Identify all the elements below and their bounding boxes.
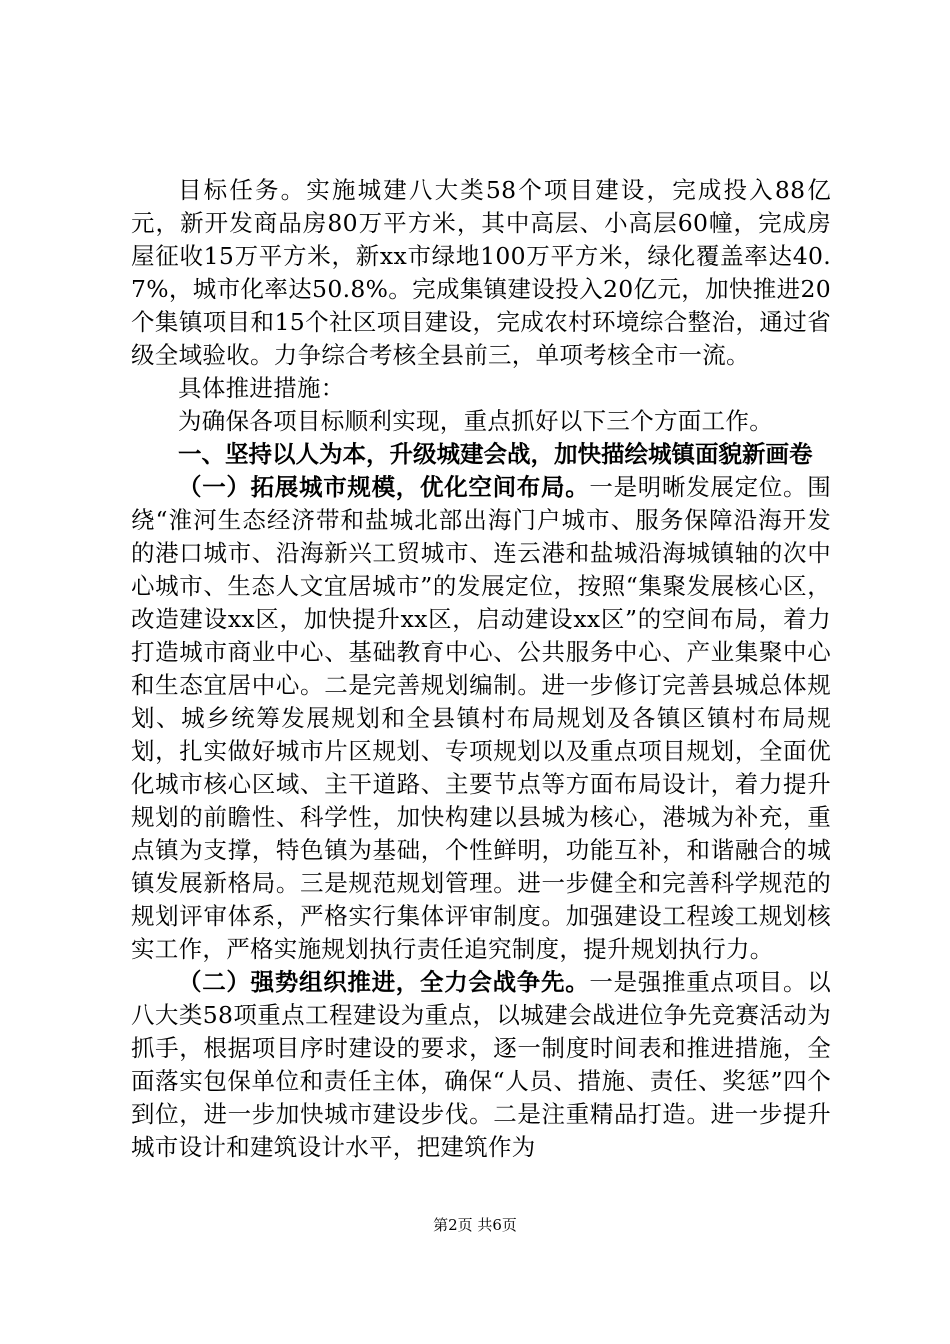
subsection-body-2: 一是强推重点项目。以八大类58项重点工程建设为重点，以城建会战进位争先竞赛活动为抓手，根据项目序时建设的要求，逐一制度时间表和推进措施，全面落实包保单位和责任主体，确保“人员、措施、责任、奖惩”四个到位，进一步加快城市建设步伐。二是注重精品打造。进一步提升城市设计和建筑设计水平，把建筑作为 [131,968,832,1161]
subsection-title-2: （二）强势组织推进，全力会战争先。 [178,968,590,996]
paragraph-subsection-1 [131,471,831,966]
subsection-title-1: （一）拓展城市规模，优化空间布局。 [178,473,590,501]
subsection-body-1: 一是明晰发展定位。围绕“淮河生态经济带和盐城北部出海门户城市、服务保障沿海开发的港口城市、沿海新兴工贸城市、连云港和盐城沿海城镇轴的次中心城市、生态人文宜居城市”的发展定位，按照“集聚发展核心区，改造建设xx区，加快提升xx区，启动建设xx区”的空间布局，着力打造城市商业中心、基础教育中心、公共服务中心、产业集聚中心和生态宜居中心。二是完善规划编制。进一步修订完善县城总体规划、城乡统筹发展规划和全县镇村布局规划及各镇区镇村布局规划，扎实做好城市片区规划、专项规划以及重点项目规划，全面优化城市核心区域、主干道路、主要节点等方面布局设计，着力提升规划的前瞻性、科学性，加快构建以县城为核心，港城为补充，重点镇为支撑，特色镇为基础，个性鲜明，功能互补，和谐融合的城镇发展新格局。三是规范规划管理。进一步健全和完善科学规范的规划评审体系，严格实行集体评审制度。加强建设工程竣工规划核实工作，严格实施规划执行责任追究制度，提升规划执行力。 [131,473,832,963]
page-footer: 第2页 共6页 [433,1216,517,1234]
paragraph-intro: 为确保各项目标顺利实现，重点抓好以下三个方面工作。 [178,407,773,435]
section-heading-1: 一、坚持以人为本，升级城建会战，加快描绘城镇面貌新画卷 [178,440,813,468]
paragraph-subsection-2 [131,966,831,1164]
paragraph-measures-label: 具体推进措施： [178,374,345,402]
document-body [131,174,831,1164]
paragraph-targets: 目标任务。实施城建八大类58个项目建设，完成投入88亿元，新开发商品房80万平方米，其中高层、小高层60幢，完成房屋征收15万平方米，新xx市绿地100万平方米，绿化覆盖率达40.7%，城市化率达50.8%。完成集镇建设投入20亿元，加快推进20个集镇项目和15个社区项目建设，完成农村环境综合整治，通过省级全域验收。力争综合考核全县前三，单项考核全市一流。 [131,176,831,369]
